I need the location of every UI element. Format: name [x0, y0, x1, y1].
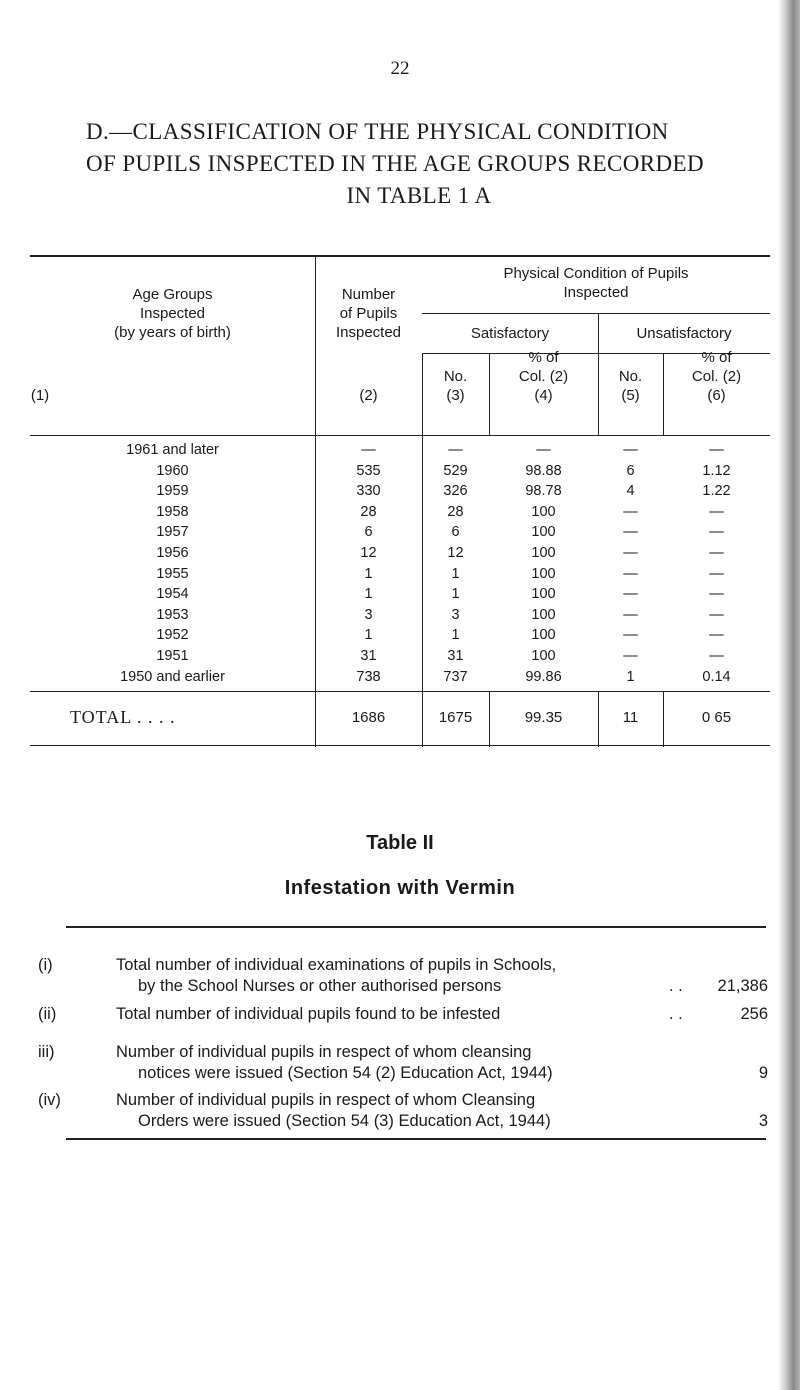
item-text: [116, 1042, 676, 1084]
uns-pct-cell: —: [709, 503, 724, 520]
uns-pct-cell: —: [709, 565, 724, 582]
header-text: Physical Condition of Pupils: [503, 265, 689, 282]
table-row: [30, 523, 770, 544]
heading-line-3: IN TABLE 1 A: [346, 183, 492, 208]
sat-no-cell: 3: [451, 606, 460, 623]
total-uns-no: 11: [622, 709, 639, 726]
table-body: [30, 441, 770, 691]
sat-no-cell: 6: [451, 524, 460, 541]
header-text: Col. (2): [518, 368, 569, 385]
table-row: [30, 544, 770, 565]
list-item: [38, 955, 768, 999]
table-2-title: Table II: [366, 832, 434, 854]
number-cell: 6: [364, 524, 373, 541]
table-row: [30, 647, 770, 668]
col-1-num: (1): [30, 387, 50, 404]
header-text: (4): [534, 387, 553, 404]
item-line-1: Number of individual pupils in respect of whom cleansing: [116, 1043, 532, 1061]
list-item: [38, 1042, 768, 1086]
sat-pct-cell: —: [536, 442, 551, 458]
uns-no-cell: —: [623, 586, 638, 603]
number-cell: 738: [356, 668, 381, 685]
total-n: 1686: [351, 709, 386, 726]
sat-pct-cell: 100: [531, 586, 556, 603]
item-line-2: by the School Nurses or other authorised persons: [138, 977, 502, 995]
sat-no-cell: 31: [447, 648, 464, 664]
number-cell: 1: [364, 586, 373, 603]
sat-pct-cell: 100: [531, 524, 556, 541]
col-age-header: [30, 285, 315, 342]
uns-no-cell: —: [623, 648, 638, 664]
age-cell: 1959: [156, 483, 189, 500]
age-cell: 1952: [156, 627, 189, 644]
page-number: 22: [390, 58, 410, 79]
total-top-rule: [30, 691, 770, 692]
item-value: 9: [758, 1064, 768, 1082]
col-number-header: [315, 285, 422, 342]
item-text: [116, 1090, 676, 1132]
age-cell: 1957: [156, 524, 189, 541]
item-leader-dots: . .: [669, 1005, 683, 1023]
heading-line-1: D.—CLASSIFICATION OF THE PHYSICAL CONDITION: [86, 119, 669, 144]
uns-no-cell: —: [623, 627, 638, 644]
header-text: Inspected: [139, 305, 206, 322]
number-cell: 535: [356, 462, 381, 479]
item-line-1: Number of individual pupils in respect of whom Cleansing: [116, 1091, 536, 1109]
number-cell: 28: [360, 503, 377, 520]
uns-pct-cell: 1.22: [702, 483, 731, 500]
number-cell: 3: [364, 606, 373, 623]
item-line-1: Total number of individual pupils found to be infested: [116, 1005, 501, 1023]
total-bottom-rule: [30, 745, 770, 746]
header-text: Col. (2): [691, 368, 742, 385]
table-row: [30, 585, 770, 606]
item-value: 3: [758, 1112, 768, 1130]
sat-no-cell: 1: [451, 627, 460, 644]
sat-no-cell: 28: [447, 503, 464, 520]
age-cell: 1951: [156, 648, 189, 664]
uns-no-cell: —: [623, 524, 638, 541]
sat-no-cell: 1: [451, 565, 460, 582]
number-cell: 330: [356, 483, 381, 500]
col-4-header: [489, 348, 598, 405]
item-line-2: Orders were issued (Section 54 (3) Education Act, 1944): [138, 1112, 551, 1130]
heading-line-2: OF PUPILS INSPECTED IN THE AGE GROUPS RECORDED: [86, 151, 704, 176]
header-text: % of: [528, 349, 559, 366]
section-heading: [86, 116, 786, 212]
uns-pct-cell: —: [709, 606, 724, 623]
col-6-header: [663, 348, 770, 405]
table-row: [30, 626, 770, 647]
table-2-bottom-rule: [66, 1138, 766, 1140]
number-cell: 1: [364, 627, 373, 644]
col-3-header: [422, 367, 489, 405]
uns-pct-cell: —: [709, 648, 724, 664]
sat-pct-cell: 100: [531, 606, 556, 623]
uns-pct-cell: 1.12: [702, 462, 731, 479]
uns-pct-cell: 0.14: [702, 668, 731, 685]
header-text: (3): [446, 387, 465, 404]
header-text: No.: [618, 368, 643, 385]
col-divider: [315, 435, 316, 747]
list-item: [38, 1090, 768, 1134]
sat-no-cell: 1: [451, 586, 460, 603]
age-cell: 1954: [156, 586, 189, 603]
header-text: (6): [707, 387, 726, 404]
header-text: (by years of birth): [114, 324, 231, 341]
physical-condition-table: [30, 255, 770, 755]
header-text: (5): [621, 387, 640, 404]
table-2-top-rule: [66, 926, 766, 928]
table-row: [30, 606, 770, 627]
total-sat-pct: 99.35: [524, 709, 563, 726]
sat-pct-cell: 100: [531, 648, 556, 664]
uns-no-cell: 6: [626, 462, 635, 479]
total-uns-pct: 0 65: [701, 709, 732, 726]
number-cell: 1: [364, 565, 373, 582]
sat-no-cell: 326: [443, 483, 468, 500]
total-label: TOTAL . . . .: [70, 707, 176, 727]
table-top-rule: [30, 255, 770, 257]
unsatisfactory-header: Unsatisfactory: [636, 325, 732, 342]
sat-no-cell: 529: [443, 462, 468, 479]
sat-no-cell: 12: [447, 545, 464, 561]
table-row: [30, 565, 770, 586]
number-cell: 12: [360, 545, 377, 561]
sat-pct-cell: 100: [531, 503, 556, 520]
uns-pct-cell: —: [709, 545, 724, 561]
uns-no-cell: —: [623, 606, 638, 623]
uns-no-cell: —: [623, 442, 638, 458]
sat-no-cell: —: [448, 442, 463, 458]
item-number: (ii): [38, 1005, 57, 1023]
col-5-header: [598, 367, 663, 405]
header-bottom-rule: [30, 435, 770, 436]
sat-pct-cell: 100: [531, 565, 556, 582]
age-cell: 1953: [156, 606, 189, 623]
header-text: Inspected: [335, 324, 402, 341]
group-rule: [422, 313, 770, 314]
header-text: Inspected: [563, 284, 629, 301]
total-sat-no: 1675: [438, 709, 473, 726]
col-2-num: (2): [359, 387, 378, 404]
col-divider: [422, 435, 423, 747]
sat-pct-cell: 98.78: [525, 483, 562, 500]
sat-pct-cell: 99.86: [525, 668, 562, 685]
sat-pct-cell: 98.88: [525, 462, 562, 479]
age-cell: 1958: [156, 503, 189, 520]
header-text: No.: [443, 368, 468, 385]
uns-no-cell: —: [623, 565, 638, 582]
table-row: [30, 441, 770, 462]
item-value: 21,386: [717, 977, 768, 995]
age-cell: 1950 and earlier: [120, 668, 225, 685]
age-cell: 1961 and later: [126, 442, 219, 458]
item-value: 256: [740, 1005, 768, 1023]
age-cell: 1956: [156, 545, 189, 561]
satisfactory-header: Satisfactory: [470, 325, 550, 342]
uns-pct-cell: —: [709, 627, 724, 644]
item-leader-dots: . .: [669, 977, 683, 995]
sat-pct-cell: 100: [531, 627, 556, 644]
number-cell: 31: [360, 648, 377, 664]
sat-pct-cell: 100: [531, 545, 556, 561]
age-cell: 1960: [156, 462, 189, 479]
item-text: [116, 1004, 676, 1025]
header-text: % of: [701, 349, 732, 366]
table-row: [30, 668, 770, 689]
header-text: Number: [341, 286, 396, 303]
uns-no-cell: —: [623, 503, 638, 520]
col-divider: [315, 255, 316, 435]
uns-pct-cell: —: [709, 442, 724, 458]
table-row: [30, 503, 770, 524]
item-line-1: Total number of individual examinations of pupils in Schools,: [116, 956, 557, 974]
header-text: of Pupils: [339, 305, 398, 322]
uns-no-cell: 4: [626, 483, 635, 500]
header-text: Age Groups: [132, 286, 213, 303]
table-2-subtitle: Infestation with Vermin: [284, 877, 516, 899]
uns-no-cell: —: [623, 545, 638, 561]
number-cell: —: [361, 442, 376, 458]
table-row: [30, 482, 770, 503]
item-line-2: notices were issued (Section 54 (2) Education Act, 1944): [138, 1064, 553, 1082]
table-row: [30, 462, 770, 483]
group-header: [422, 264, 770, 302]
item-number: (i): [38, 956, 53, 974]
item-number: (iv): [38, 1091, 61, 1109]
uns-pct-cell: —: [709, 524, 724, 541]
age-cell: 1955: [156, 565, 189, 582]
uns-no-cell: 1: [626, 668, 635, 685]
sat-no-cell: 737: [443, 668, 468, 685]
uns-pct-cell: —: [709, 586, 724, 603]
item-number: iii): [38, 1043, 55, 1061]
item-text: [116, 955, 676, 997]
